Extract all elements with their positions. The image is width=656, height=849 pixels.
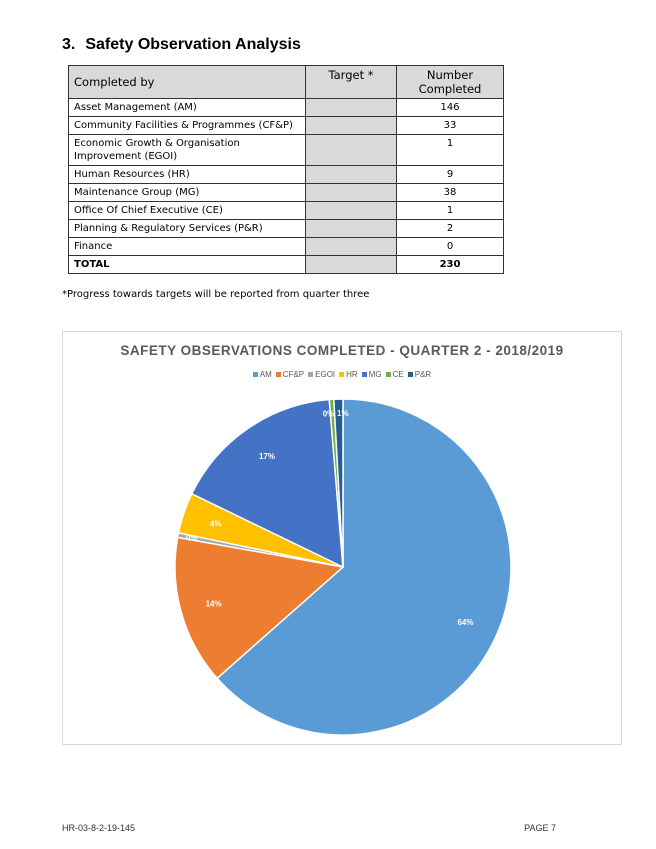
pie-chart bbox=[63, 332, 623, 746]
row-target bbox=[306, 238, 397, 256]
total-value: 230 bbox=[397, 256, 504, 274]
pie-label-ce: 0% bbox=[322, 409, 335, 419]
header-number-line2: Completed bbox=[418, 82, 482, 96]
row-name-line1: Economic Growth & Organisation bbox=[74, 138, 240, 149]
header-target: Target * bbox=[306, 66, 397, 99]
row-name-line2: Improvement (EGOI) bbox=[74, 151, 178, 162]
table-total-row bbox=[69, 256, 504, 274]
pie-label-egoi: 0% bbox=[186, 533, 198, 543]
table-row bbox=[69, 184, 504, 202]
table-row bbox=[69, 202, 504, 220]
row-value: 2 bbox=[397, 220, 504, 238]
row-name: Human Resources (HR) bbox=[69, 166, 306, 184]
row-target bbox=[306, 117, 397, 135]
pie-label-hr: 4% bbox=[210, 519, 222, 529]
row-name: Community Facilities & Programmes (CF&P) bbox=[69, 117, 306, 135]
row-value: 146 bbox=[397, 99, 504, 117]
table-row bbox=[69, 117, 504, 135]
row-value: 1 bbox=[397, 202, 504, 220]
section-title: Safety Observation Analysis bbox=[85, 36, 301, 53]
row-name: Asset Management (AM) bbox=[69, 99, 306, 117]
row-target bbox=[306, 99, 397, 117]
row-value: 0 bbox=[397, 238, 504, 256]
row-value: 38 bbox=[397, 184, 504, 202]
row-target bbox=[306, 202, 397, 220]
table-row bbox=[69, 238, 504, 256]
total-target bbox=[306, 256, 397, 274]
legend-label: MG bbox=[368, 370, 382, 379]
section-number: 3. bbox=[62, 36, 76, 53]
row-name: Planning & Regulatory Services (P&R) bbox=[69, 220, 306, 238]
row-name: Office Of Chief Executive (CE) bbox=[69, 202, 306, 220]
header-number-completed bbox=[397, 66, 504, 99]
row-value: 33 bbox=[397, 117, 504, 135]
pie-label-mg: 17% bbox=[258, 452, 276, 462]
row-value: 1 bbox=[397, 135, 504, 166]
table-header-row bbox=[69, 66, 504, 99]
legend-label: CE bbox=[392, 370, 404, 379]
document-reference: HR-03-8-2-19-145 bbox=[62, 823, 136, 833]
legend-label: AM bbox=[259, 370, 272, 379]
legend-label: EGOI bbox=[315, 370, 336, 379]
legend-label: CF&P bbox=[282, 370, 305, 379]
table-row bbox=[69, 220, 504, 238]
safety-observation-table bbox=[68, 65, 504, 274]
row-target bbox=[306, 184, 397, 202]
header-completed-by: Completed by bbox=[69, 66, 306, 99]
row-target bbox=[306, 166, 397, 184]
row-target bbox=[306, 220, 397, 238]
row-target bbox=[306, 135, 397, 166]
row-name bbox=[69, 135, 306, 166]
pie-label-am: 64% bbox=[457, 618, 474, 628]
table-row bbox=[69, 166, 504, 184]
row-name: Maintenance Group (MG) bbox=[69, 184, 306, 202]
table-row bbox=[69, 99, 504, 117]
legend-label: P&R bbox=[414, 370, 432, 379]
total-label: TOTAL bbox=[69, 256, 306, 274]
section-heading bbox=[62, 36, 311, 54]
legend-label: HR bbox=[346, 370, 358, 379]
pie-chart-container bbox=[62, 331, 622, 745]
target-footnote: *Progress towards targets will be reported from quarter three bbox=[62, 289, 370, 300]
row-value: 9 bbox=[397, 166, 504, 184]
page-number: PAGE 7 bbox=[524, 823, 556, 833]
pie-label-pr: 1% bbox=[337, 409, 349, 419]
row-name: Finance bbox=[69, 238, 306, 256]
chart-title: SAFETY OBSERVATIONS COMPLETED - QUARTER 2 - 2018/2019 bbox=[120, 343, 564, 358]
header-number-line1: Number bbox=[426, 68, 474, 82]
pie-label-cfp: 14% bbox=[205, 599, 222, 609]
table-row bbox=[69, 135, 504, 166]
